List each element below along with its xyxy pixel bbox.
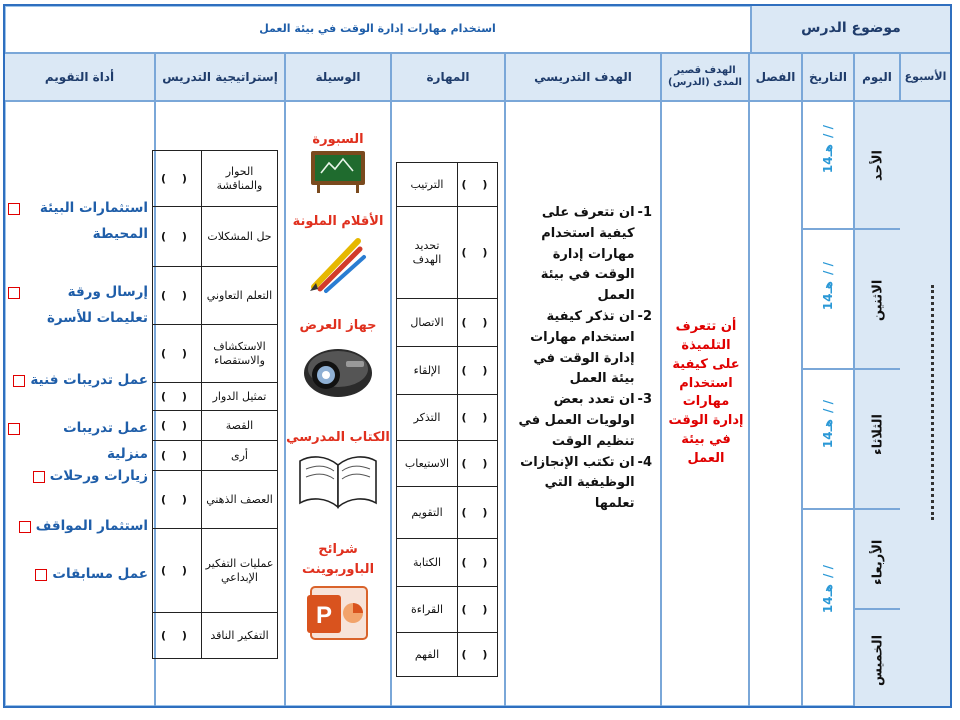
skill-label: الاتصال xyxy=(397,299,458,347)
skill-row xyxy=(397,587,498,633)
day-name-wednesday: الأربعاء xyxy=(870,539,886,586)
skill-checkbox[interactable]: ( ) xyxy=(458,441,498,487)
day-name-monday: الاثنين xyxy=(870,279,886,321)
divider xyxy=(5,100,950,102)
evaluation-item[interactable]: استثمار المواقف xyxy=(8,514,148,540)
svg-text:P: P xyxy=(315,602,333,629)
tool-label: شرائح الباوربوينت xyxy=(301,542,375,577)
strategy-checkbox[interactable]: ( ) xyxy=(153,383,202,411)
divider xyxy=(801,508,900,510)
divider xyxy=(750,6,752,52)
date-wednesday: / / 14هـ xyxy=(821,565,835,614)
skill-checkbox[interactable]: ( ) xyxy=(458,633,498,677)
divider xyxy=(660,54,662,706)
objective-item: 4- ان تكتب الإنجازات الوظيفية التي تعلمها xyxy=(520,454,652,512)
skill-checkbox[interactable]: ( ) xyxy=(458,207,498,299)
skill-row xyxy=(397,633,498,677)
skill-row xyxy=(397,487,498,539)
strategy-row xyxy=(153,151,278,207)
divider xyxy=(748,54,750,706)
column-header-week: الأسبوع xyxy=(901,54,950,100)
lesson-title: استخدام مهارات إدارة الوقت في بيئة العمل xyxy=(259,22,496,36)
objective-item: 3- ان تعدد بعض اولويات العمل في تنظيم الوقت xyxy=(518,392,652,449)
evaluation-checkbox[interactable] xyxy=(35,569,47,581)
tool-label: الكتاب المدرسي xyxy=(286,430,390,445)
strategy-label: تمثيل الدوار xyxy=(202,383,278,411)
day-name-thursday: الخميس xyxy=(870,634,886,686)
projector-icon xyxy=(300,335,376,403)
skill-checkbox[interactable]: ( ) xyxy=(458,587,498,633)
column-header-tool: الوسيلة xyxy=(286,54,390,100)
strategy-row xyxy=(153,471,278,529)
evaluation-item[interactable]: إرسال ورقة تعليمات للأسرة xyxy=(8,280,148,331)
column-header-short-goal: الهدف قصير المدى (الدرس) xyxy=(662,54,748,100)
divider xyxy=(504,54,506,706)
divider xyxy=(5,52,950,54)
skill-row xyxy=(397,347,498,395)
lesson-title-cell xyxy=(5,6,750,52)
strategy-checkbox[interactable]: ( ) xyxy=(153,151,202,207)
strategy-row xyxy=(153,267,278,325)
skill-label: الإلقاء xyxy=(397,347,458,395)
skill-row xyxy=(397,441,498,487)
column-header-class: الفصل xyxy=(750,54,801,100)
column-header-skill: المهارة xyxy=(392,54,504,100)
evaluation-item[interactable]: عمل تدريبات فنية xyxy=(8,368,148,394)
strategy-checkbox[interactable]: ( ) xyxy=(153,411,202,441)
divider xyxy=(801,54,803,706)
day-name-sunday: الأحد xyxy=(870,149,886,181)
skill-label: الاستيعاب xyxy=(397,441,458,487)
divider xyxy=(855,608,900,610)
evaluation-item[interactable]: زيارات ورحلات xyxy=(8,464,148,490)
evaluation-checkbox[interactable] xyxy=(33,471,45,483)
column-header-teaching-goal: الهدف التدريسي xyxy=(506,54,660,100)
skills-table xyxy=(396,162,498,677)
strategy-checkbox[interactable]: ( ) xyxy=(153,441,202,471)
week-column xyxy=(901,102,950,706)
short-goal-text: أن تتعرف التلميذة على كيفية استخدام مهارات إدارة الوقت في بيئة العمل xyxy=(668,319,744,466)
date-monday: / / 14هـ xyxy=(821,262,835,311)
strategy-label: التفكير الناقد xyxy=(202,613,278,659)
strategy-row xyxy=(153,411,278,441)
strategy-label: التعلم التعاوني xyxy=(202,267,278,325)
evaluation-checkbox[interactable] xyxy=(8,203,20,215)
strategy-checkbox[interactable]: ( ) xyxy=(153,613,202,659)
skill-checkbox[interactable]: ( ) xyxy=(458,299,498,347)
skill-row xyxy=(397,395,498,441)
column-header-evaluation: أداة التقويم xyxy=(5,54,154,100)
date-sunday: / / 14هـ xyxy=(821,125,835,174)
evaluation-checkbox[interactable] xyxy=(8,423,20,435)
strategy-row xyxy=(153,441,278,471)
skill-checkbox[interactable]: ( ) xyxy=(458,539,498,587)
tool-textbook xyxy=(283,430,393,513)
strategy-label: حل المشكلات xyxy=(202,207,278,267)
divider xyxy=(801,228,900,230)
lesson-label: موضوع الدرس xyxy=(801,20,901,37)
evaluation-checkbox[interactable] xyxy=(19,521,31,533)
tool-label: السبورة xyxy=(312,132,364,147)
book-icon xyxy=(296,447,380,513)
strategy-row xyxy=(153,613,278,659)
week-dotted-line xyxy=(931,285,934,520)
strategy-label: عمليات التفكير الإبداعي xyxy=(202,529,278,613)
strategy-label: أرى xyxy=(202,441,278,471)
strategy-checkbox[interactable]: ( ) xyxy=(153,207,202,267)
skill-label: تحديد الهدف xyxy=(397,207,458,299)
column-header-date: التاريخ xyxy=(803,54,853,100)
skill-label: الترتيب xyxy=(397,163,458,207)
objectives-list xyxy=(512,203,652,515)
skill-label: التذكر xyxy=(397,395,458,441)
skill-label: الكتابة xyxy=(397,539,458,587)
strategy-label: القصة xyxy=(202,411,278,441)
strategy-checkbox[interactable]: ( ) xyxy=(153,529,202,613)
objective-item: 2- ان تذكر كيفية استخدام مهارات إدارة الوقت في بيئة العمل xyxy=(530,308,652,387)
skill-row xyxy=(397,207,498,299)
tool-pencils xyxy=(283,214,393,295)
tool-label: جهاز العرض xyxy=(299,318,377,333)
skill-label: القراءة xyxy=(397,587,458,633)
strategy-row xyxy=(153,325,278,383)
skill-checkbox[interactable]: ( ) xyxy=(458,163,498,207)
strategy-row xyxy=(153,383,278,411)
day-name-tuesday: الثلاثاء xyxy=(870,414,886,456)
skill-label: الفهم xyxy=(397,633,458,677)
column-header-day: اليوم xyxy=(855,54,899,100)
evaluation-checkbox[interactable] xyxy=(8,287,20,299)
skill-row xyxy=(397,163,498,207)
tool-label: الأقلام الملونة xyxy=(292,214,384,229)
tool-chalkboard xyxy=(283,132,393,193)
chalkboard-icon xyxy=(309,149,367,193)
evaluation-item[interactable]: استثمارات البيئة المحيطة xyxy=(8,196,148,247)
strategy-checkbox[interactable]: ( ) xyxy=(153,325,202,383)
skill-checkbox[interactable]: ( ) xyxy=(458,395,498,441)
lesson-label-cell xyxy=(752,6,950,52)
evaluation-item[interactable]: عمل تدريبات منزلية xyxy=(8,416,148,467)
skill-label: التقويم xyxy=(397,487,458,539)
skill-checkbox[interactable]: ( ) xyxy=(458,347,498,395)
strategy-label: الحوار والمناقشة xyxy=(202,151,278,207)
strategy-checkbox[interactable]: ( ) xyxy=(153,471,202,529)
date-tuesday: / / 14هـ xyxy=(821,400,835,449)
strategy-table xyxy=(152,150,278,659)
skill-row xyxy=(397,539,498,587)
strategy-label: العصف الذهني xyxy=(202,471,278,529)
evaluation-item[interactable]: عمل مسابقات xyxy=(8,562,148,588)
evaluation-list xyxy=(8,196,148,596)
strategy-row xyxy=(153,207,278,267)
skill-checkbox[interactable]: ( ) xyxy=(458,487,498,539)
strategy-label: الاستكشاف والاستقصاء xyxy=(202,325,278,383)
strategy-row xyxy=(153,529,278,613)
evaluation-checkbox[interactable] xyxy=(13,375,25,387)
strategy-checkbox[interactable]: ( ) xyxy=(153,267,202,325)
pencils-icon xyxy=(306,231,370,295)
tool-projector xyxy=(283,318,393,403)
powerpoint-icon xyxy=(305,581,371,643)
column-header-strategy: إستراتيجية التدريس xyxy=(156,54,284,100)
tool-powerpoint xyxy=(283,540,393,643)
objective-item: 1- ان تتعرف على كيفية استخدام مهارات إدارة الوقت في بيئة العمل xyxy=(540,205,652,304)
divider xyxy=(801,368,900,370)
skill-row xyxy=(397,299,498,347)
